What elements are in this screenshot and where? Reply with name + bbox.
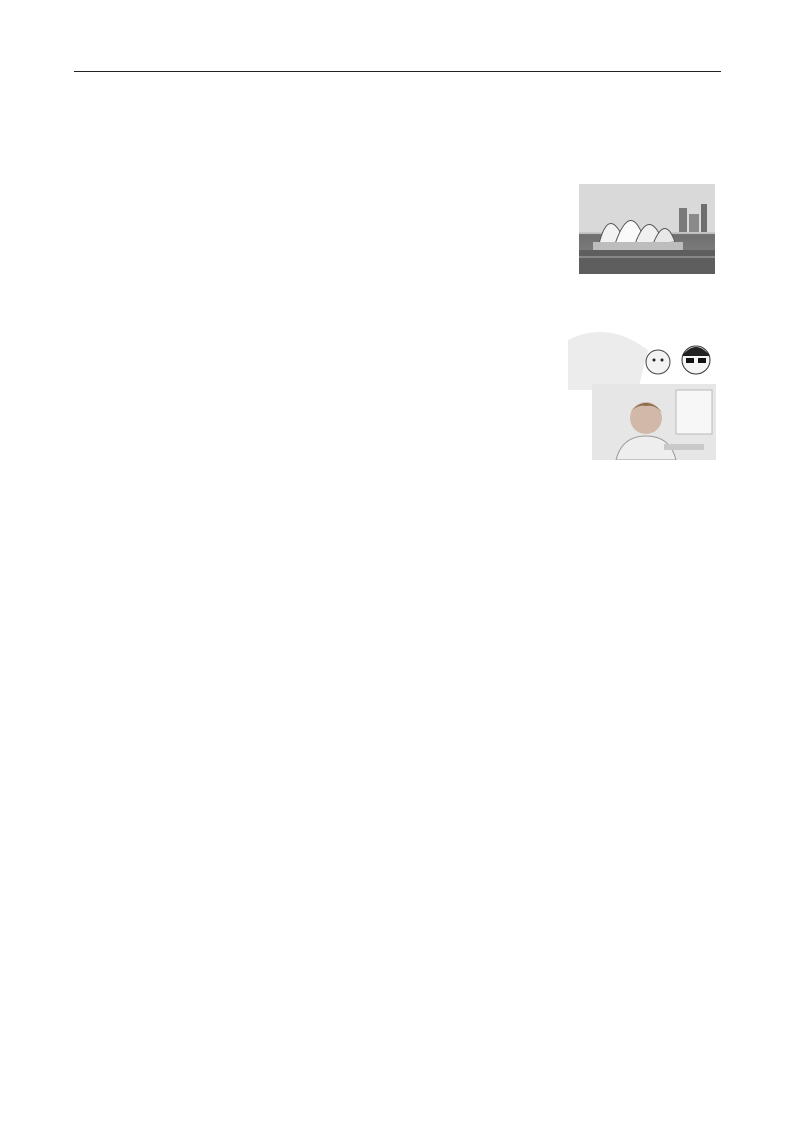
sydney-opera-house-photo xyxy=(579,184,715,274)
boy-at-computer-photo xyxy=(592,384,716,460)
header-rule xyxy=(74,71,721,72)
cartoon-family-illustration xyxy=(568,320,718,390)
